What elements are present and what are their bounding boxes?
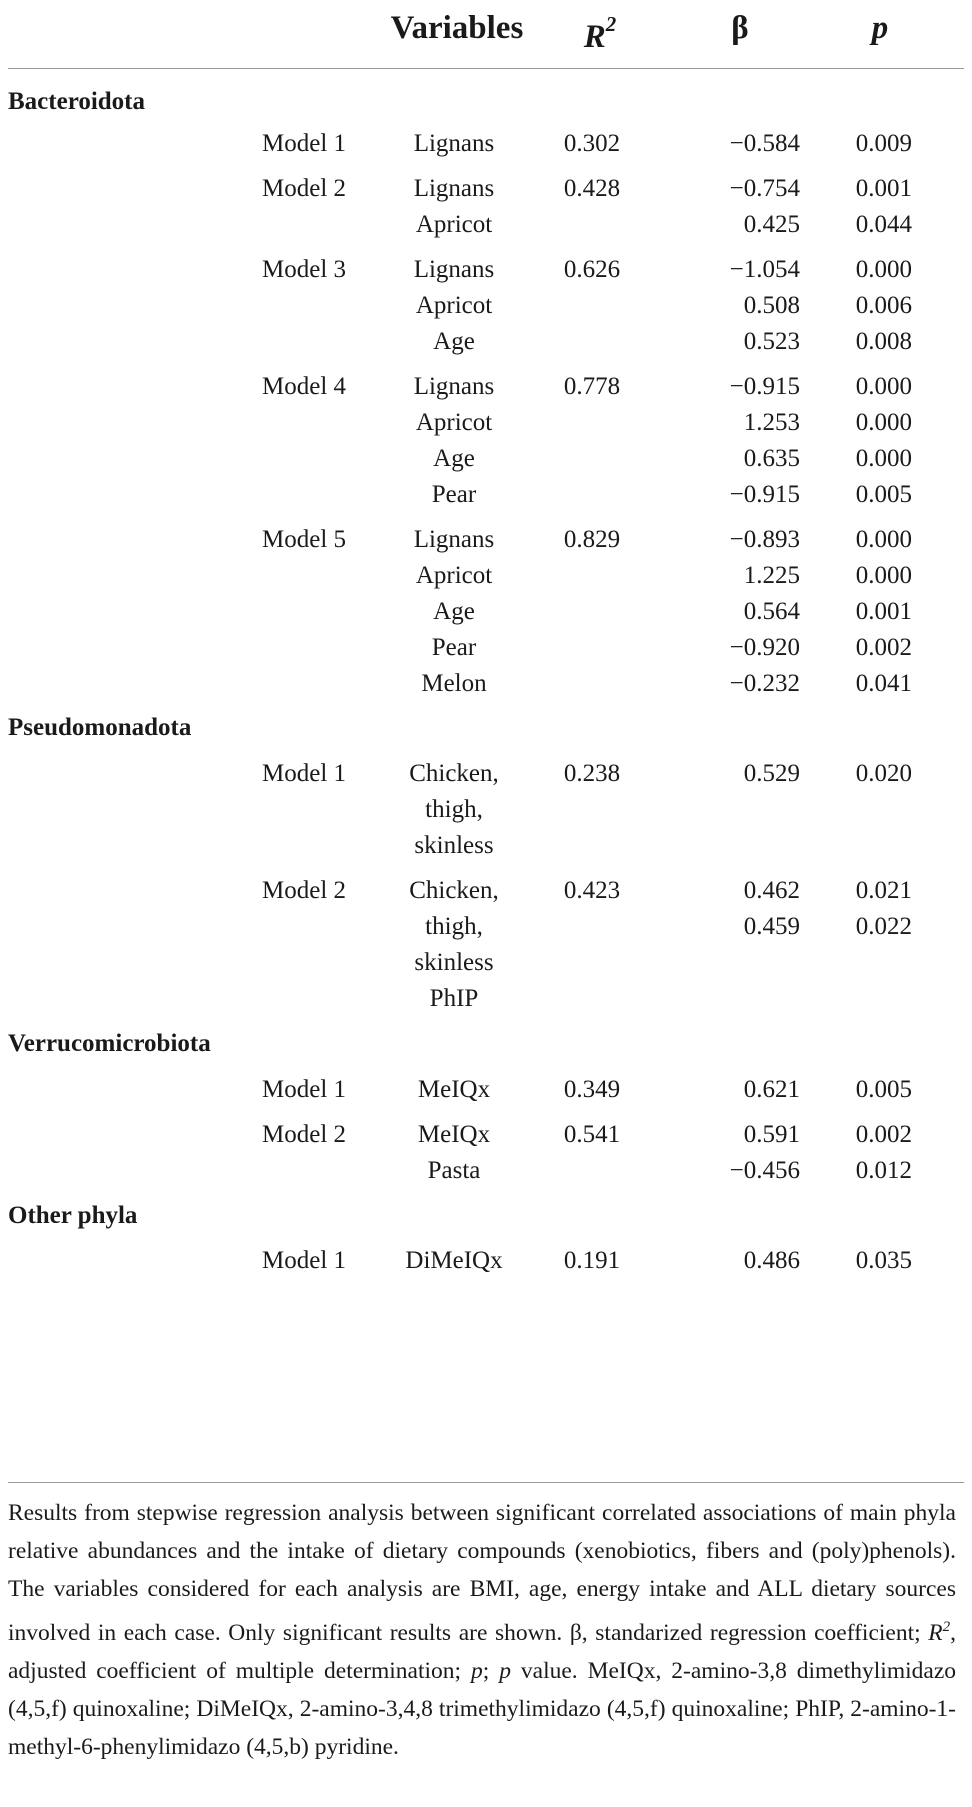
header-variables: Variables (390, 10, 524, 46)
variable-cell: Pear (431, 634, 477, 661)
p-cell: 0.006 (855, 292, 912, 319)
p-cell: 0.001 (855, 598, 912, 625)
model-label: Model 2 (262, 175, 347, 202)
r2-cell: 0.349 (563, 1076, 621, 1103)
p-cell: 0.035 (855, 1247, 912, 1274)
variable-cell: Apricot (415, 292, 493, 319)
r2-cell: 0.541 (563, 1121, 621, 1148)
group-title-pseudomonadota: Pseudomonadota (8, 714, 192, 741)
p-cell: 0.021 (855, 877, 912, 904)
header-p: p (871, 10, 889, 46)
variable-cell: thigh, (425, 796, 483, 823)
variable-cell: Lignans (413, 256, 495, 283)
variable-cell: skinless (414, 832, 494, 859)
model-label: Model 2 (262, 877, 347, 904)
beta-cell: 0.621 (743, 1076, 800, 1103)
variable-cell: Lignans (413, 175, 495, 202)
beta-cell: −0.456 (729, 1157, 800, 1184)
r2-cell: 0.238 (563, 760, 621, 787)
variable-cell: Chicken, (409, 760, 499, 787)
p-cell: 0.008 (855, 328, 912, 355)
r2-cell: 0.191 (563, 1247, 621, 1274)
model-label: Model 3 (262, 256, 347, 283)
model-label: Model 1 (262, 1076, 347, 1103)
beta-cell: −1.054 (729, 256, 800, 283)
beta-cell: 0.462 (743, 877, 800, 904)
p-cell: 0.020 (855, 760, 912, 787)
variable-cell: DiMeIQx (405, 1247, 503, 1274)
r2-cell: 0.778 (563, 373, 621, 400)
variable-cell: Apricot (415, 409, 493, 436)
variable-cell: Pear (431, 481, 477, 508)
group-title-bacteroidota: Bacteroidota (8, 88, 146, 115)
variable-cell: Apricot (415, 562, 493, 589)
model-label: Model 1 (262, 130, 347, 157)
variable-cell: Age (433, 598, 475, 625)
beta-cell: 0.425 (743, 211, 800, 238)
beta-cell: −0.893 (729, 526, 800, 553)
p-cell: 0.001 (855, 175, 912, 202)
variable-cell: skinless (414, 949, 494, 976)
beta-cell: 0.564 (743, 598, 800, 625)
p-cell: 0.002 (855, 1121, 912, 1148)
p-cell: 0.044 (855, 211, 912, 238)
variable-cell: Lignans (413, 373, 495, 400)
p-cell: 0.022 (855, 913, 912, 940)
variable-cell: Lignans (413, 526, 495, 553)
beta-cell: 0.635 (743, 445, 800, 472)
p-cell: 0.000 (855, 373, 912, 400)
beta-cell: 1.253 (743, 409, 800, 436)
beta-cell: 0.459 (743, 913, 800, 940)
header-beta: β (731, 10, 749, 46)
variable-cell: MeIQx (417, 1121, 491, 1148)
beta-cell: 1.225 (743, 562, 800, 589)
beta-cell: −0.920 (729, 634, 800, 661)
variable-cell: MeIQx (417, 1076, 491, 1103)
beta-cell: −0.754 (729, 175, 800, 202)
variable-cell: Lignans (413, 130, 495, 157)
beta-cell: 0.529 (743, 760, 800, 787)
beta-cell: −0.915 (729, 481, 800, 508)
r2-cell: 0.428 (563, 175, 621, 202)
group-title-other-phyla: Other phyla (8, 1202, 138, 1229)
p-cell: 0.000 (855, 562, 912, 589)
model-label: Model 4 (262, 373, 347, 400)
p-cell: 0.041 (855, 670, 912, 697)
p-cell: 0.000 (855, 445, 912, 472)
beta-cell: −0.232 (729, 670, 800, 697)
p-cell: 0.009 (855, 130, 912, 157)
p-cell: 0.000 (855, 409, 912, 436)
beta-cell: 0.486 (743, 1247, 800, 1274)
variable-cell: Melon (421, 670, 487, 697)
beta-cell: 0.508 (743, 292, 800, 319)
beta-cell: 0.591 (743, 1121, 800, 1148)
variable-cell: Pasta (427, 1157, 481, 1184)
variable-cell: Chicken, (409, 877, 499, 904)
beta-cell: −0.584 (729, 130, 800, 157)
r2-cell: 0.626 (563, 256, 621, 283)
beta-cell: 0.523 (743, 328, 800, 355)
group-title-verrucomicrobiota: Verrucomicrobiota (8, 1030, 211, 1057)
variable-cell: Age (433, 445, 475, 472)
variable-cell: Apricot (415, 211, 493, 238)
model-label: Model 2 (262, 1121, 347, 1148)
beta-cell: −0.915 (729, 373, 800, 400)
model-label: Model 5 (262, 526, 347, 553)
p-cell: 0.002 (855, 634, 912, 661)
variable-cell: Age (433, 328, 475, 355)
header-rule (8, 68, 964, 69)
model-label: Model 1 (262, 1247, 347, 1274)
r2-cell: 0.302 (563, 130, 621, 157)
p-cell: 0.012 (855, 1157, 912, 1184)
p-cell: 0.005 (855, 1076, 912, 1103)
p-cell: 0.000 (855, 526, 912, 553)
footer-rule (8, 1482, 964, 1483)
table-footnote: Results from stepwise regression analysis between significant correlated associations of main phyla relative abundances and the intake of dietary compounds (xenobiotics, fibers and (poly)phenols). The variables considered for each analysis are BMI, age, energy intake and ALL dietary sources involved in each case. Only significant results are shown. β, standarized regression coefficient; $R^2$, adjusted coefficient of multiple determination; p; p value. MeIQx, 2-amino-3,8 dimethylimidazo (4,5,f) quinoxaline; DiMeIQx, 2-amino-3,4,8 trimethylimidazo (4,5,f) quinoxaline; PhIP, 2-amino-1-methyl-6-phenylimidazo (4,5,b) pyridine. (8, 1500, 956, 1760)
header-r2: $R^2$ (583, 12, 617, 55)
table-header (0, 0, 972, 62)
model-label: Model 1 (262, 760, 347, 787)
variable-cell: PhIP (429, 985, 479, 1012)
p-cell: 0.000 (855, 256, 912, 283)
r2-cell: 0.423 (563, 877, 621, 904)
p-cell: 0.005 (855, 481, 912, 508)
variable-cell: thigh, (425, 913, 483, 940)
r2-cell: 0.829 (563, 526, 621, 553)
